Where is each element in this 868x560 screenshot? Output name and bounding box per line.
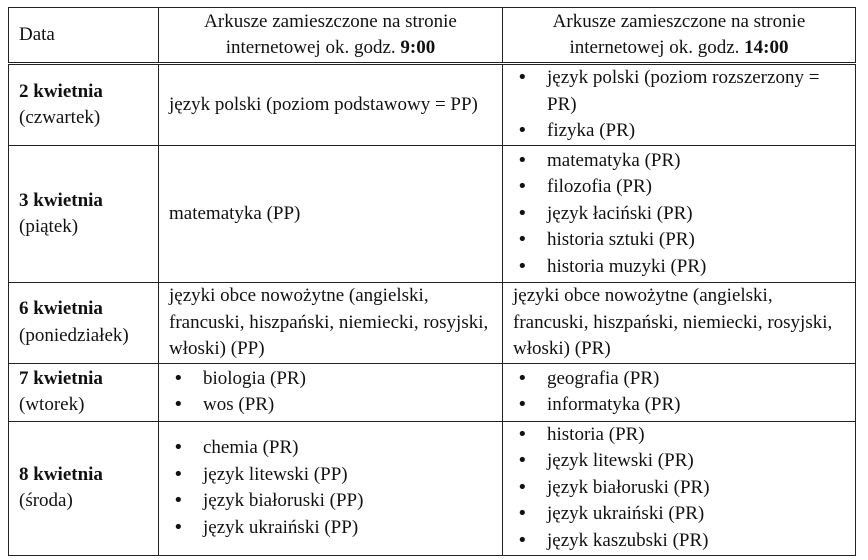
morning-list [169,435,496,541]
list-item: • informatyka (PR) [513,392,849,419]
afternoon-list [513,148,849,281]
morning-cell [159,421,503,555]
list-item: • matematyka (PR) [513,148,849,175]
day-label: 2 kwietnia [19,80,103,102]
exam-schedule-table [8,7,856,556]
afternoon-list [513,422,849,555]
list-item: • język polski (poziom rozszerzony = PR) [513,65,849,118]
afternoon-list [513,366,849,419]
table-row [9,363,856,421]
weekday-label: (piątek) [19,216,79,237]
list-item: • historia (PR) [513,422,849,449]
list-item: • język kaszubski (PR) [513,528,849,555]
morning-list [169,366,496,419]
table-row [9,421,856,555]
header-afternoon-time: 14:00 [744,37,789,58]
afternoon-cell [503,363,856,421]
day-label: 7 kwietnia [19,367,103,389]
date-cell [9,421,159,555]
table-row [9,146,856,283]
date-cell [9,146,159,283]
weekday-label: (środa) [19,490,73,511]
list-item: • język ukraiński (PP) [169,515,496,542]
list-item: • wos (PR) [169,392,496,419]
afternoon-cell [503,146,856,283]
day-label: 6 kwietnia [19,298,103,320]
afternoon-cell [503,64,856,146]
list-item: • język litewski (PP) [169,462,496,489]
list-item: • język ukraiński (PR) [513,501,849,528]
list-item: • biologia (PR) [169,366,496,393]
list-item: • fizyka (PR) [513,118,849,145]
list-item: • język białoruski (PP) [169,488,496,515]
morning-cell: język polski (poziom podstawowy = PP) [159,64,503,146]
weekday-label: (poniedziałek) [19,324,129,346]
morning-cell [159,363,503,421]
afternoon-list [513,65,849,145]
header-date: Data [9,8,159,64]
list-item: • chemia (PR) [169,435,496,462]
date-cell [9,283,159,364]
header-row [9,8,856,64]
table-row [9,283,856,364]
weekday-label: (wtorek) [19,394,85,415]
header-morning [159,8,503,64]
day-label: 3 kwietnia [19,189,103,211]
afternoon-cell [503,421,856,555]
header-afternoon [503,8,856,64]
list-item: • język łaciński (PR) [513,201,849,228]
list-item: • filozofia (PR) [513,174,849,201]
date-cell [9,64,159,146]
weekday-label: (czwartek) [19,107,101,128]
list-item: • geografia (PR) [513,366,849,393]
header-morning-text: Arkusze zamieszczone na stronie internetowej ok. godz. [204,10,457,58]
list-item: • historia muzyki (PR) [513,254,849,281]
morning-cell: języki obce nowożytne (angielski, francuski, hiszpański, niemiecki, rosyjski, włoski) (PP) [159,283,503,364]
list-item: • język litewski (PR) [513,448,849,475]
header-afternoon-text: Arkusze zamieszczone na stronie internetowej ok. godz. [552,10,806,58]
day-label: 8 kwietnia [19,463,103,485]
table-row [9,64,856,146]
morning-cell: matematyka (PP) [159,146,503,283]
header-morning-time: 9:00 [400,37,436,58]
afternoon-cell: języki obce nowożytne (angielski, francuski, hiszpański, niemiecki, rosyjski, włoski) (PR) [503,283,856,364]
list-item: • język białoruski (PR) [513,475,849,502]
list-item: • historia sztuki (PR) [513,227,849,254]
date-cell [9,363,159,421]
